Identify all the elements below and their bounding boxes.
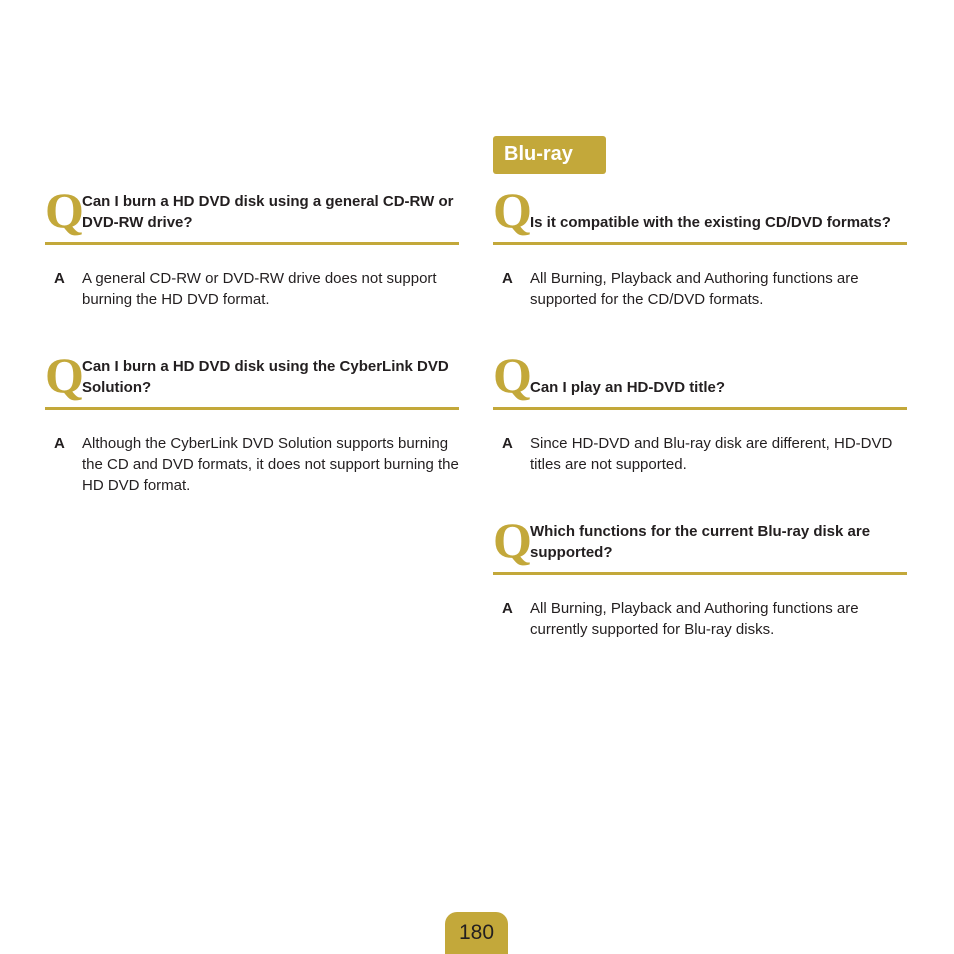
q-icon: Q (493, 347, 532, 403)
answer-text: All Burning, Playback and Authoring functions are currently supported for Blu-ray disks. (530, 600, 859, 638)
answer-text: Since HD-DVD and Blu-ray disk are different, HD-DVD titles are not supported. (530, 435, 893, 473)
a-icon: A (502, 600, 513, 617)
q-icon: Q (493, 512, 532, 568)
a-icon: A (54, 270, 65, 287)
q-icon: Q (493, 182, 532, 238)
section-title: Blu-ray (504, 143, 573, 165)
a-icon: A (502, 435, 513, 452)
answer (493, 598, 907, 640)
q-icon: Q (45, 347, 84, 403)
question-text: Is it compatible with the existing CD/DVD formats? (530, 214, 891, 231)
page-number-tab (445, 912, 508, 954)
answer-text: Although the CyberLink DVD Solution supports burning the CD and DVD formats, it does not support burning the HD DVD format. (82, 435, 459, 494)
question-text: Which functions for the current Blu-ray disk are supported? (530, 523, 871, 561)
answer (493, 433, 907, 475)
answer (45, 268, 459, 310)
answer-text: A general CD-RW or DVD-RW drive does not support burning the HD DVD format. (82, 270, 437, 308)
question-text: Can I burn a HD DVD disk using the CyberLink DVD Solution? (82, 358, 449, 396)
faq-item (493, 182, 907, 310)
question-header (493, 182, 907, 245)
a-icon: A (54, 435, 65, 452)
a-icon: A (502, 270, 513, 287)
section-tab-blu-ray (493, 136, 606, 174)
faq-item (493, 347, 907, 475)
question-text: Can I burn a HD DVD disk using a general CD-RW or DVD-RW drive? (82, 193, 454, 231)
answer-text: All Burning, Playback and Authoring functions are supported for the CD/DVD formats. (530, 270, 859, 308)
answer (493, 268, 907, 310)
faq-item (493, 512, 907, 640)
question-header (493, 512, 907, 575)
answer (45, 433, 459, 496)
question-header (45, 347, 459, 410)
question-text: Can I play an HD-DVD title? (530, 379, 726, 396)
faq-item (45, 182, 459, 310)
page-number: 180 (458, 921, 495, 944)
question-header (493, 347, 907, 410)
question-header (45, 182, 459, 245)
faq-item (45, 347, 459, 496)
q-icon: Q (45, 182, 84, 238)
